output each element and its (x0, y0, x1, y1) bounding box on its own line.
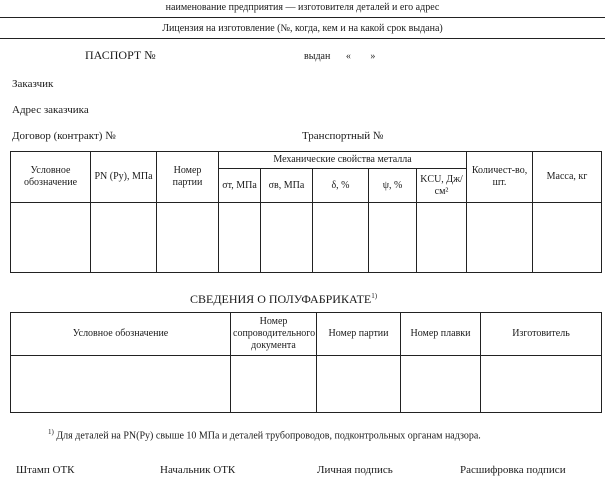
col-psi: ψ, % (369, 169, 417, 203)
customer-address-field[interactable]: Адрес заказчика (12, 104, 89, 116)
cell-delta[interactable] (313, 203, 369, 273)
col-sigma-v: σв, МПа (261, 169, 313, 203)
col-batch: Номер партии (157, 152, 219, 203)
col-delta: δ, % (313, 169, 369, 203)
table-row (11, 203, 602, 273)
semi-product-table (10, 312, 602, 413)
col-semi-batch: Номер партии (317, 313, 401, 356)
issued-label: выдан « » (304, 51, 376, 62)
table-row (11, 356, 602, 413)
footnote-ref: 1) (371, 292, 378, 300)
cell-qty[interactable] (467, 203, 533, 273)
col-sigma-t: σт, МПа (219, 169, 261, 203)
signature-decode-field[interactable]: Расшифровка подписи (460, 464, 566, 476)
divider-line (0, 38, 605, 39)
cell-batch[interactable] (157, 203, 219, 273)
contract-field[interactable]: Договор (контракт) № (12, 130, 116, 142)
cell-sigma-t[interactable] (219, 203, 261, 273)
divider-line (0, 17, 605, 18)
cell-semi-maker[interactable] (481, 356, 602, 413)
col-semi-designation: Условное обозначение (11, 313, 231, 356)
cell-sigma-v[interactable] (261, 203, 313, 273)
col-mass: Масса, кг (533, 152, 602, 203)
passport-title: ПАСПОРТ № (85, 48, 156, 62)
col-group-mechanical: Механические свойства металла (219, 152, 467, 169)
stamp-label: Штамп ОТК (16, 464, 75, 476)
license-caption: Лицензия на изготовление (№, когда, кем и на какой срок выдана) (162, 23, 443, 34)
cell-kcu[interactable] (417, 203, 467, 273)
org-name-caption: наименование предприятия — изготовителя деталей и его адрес (165, 2, 440, 13)
cell-semi-designation[interactable] (11, 356, 231, 413)
customer-field[interactable]: Заказчик (12, 78, 54, 90)
cell-semi-batch[interactable] (317, 356, 401, 413)
col-designation: Условное обозначение (11, 152, 91, 203)
transport-field[interactable]: Транспортный № (302, 130, 384, 142)
signature-field[interactable]: Личная подпись (317, 464, 393, 476)
cell-psi[interactable] (369, 203, 417, 273)
cell-mass[interactable] (533, 203, 602, 273)
semi-section-title: СВЕДЕНИЯ О ПОЛУФАБРИКАТЕ$^{1)}$ (190, 292, 378, 306)
col-semi-maker: Изготовитель (481, 313, 602, 356)
col-qty: Количест-во, шт. (467, 152, 533, 203)
col-semi-doc: Номер сопроводительного документа (231, 313, 317, 356)
cell-designation[interactable] (11, 203, 91, 273)
parts-table (10, 151, 602, 273)
col-kcu: KCU, Дж/см² (417, 169, 467, 203)
col-pn (91, 152, 157, 203)
chief-label: Начальник ОТК (160, 464, 236, 476)
cell-semi-doc[interactable] (231, 356, 317, 413)
col-semi-melt: Номер плавки (401, 313, 481, 356)
cell-pn[interactable] (91, 203, 157, 273)
footnote-text: $^{1)}$ Для деталей на PN(Pу) свыше 10 МПа и деталей трубопроводов, подконтрольных органам надзора. (48, 428, 481, 442)
col-pn-label: PN (Pу), МПа (94, 171, 153, 182)
cell-semi-melt[interactable] (401, 356, 481, 413)
